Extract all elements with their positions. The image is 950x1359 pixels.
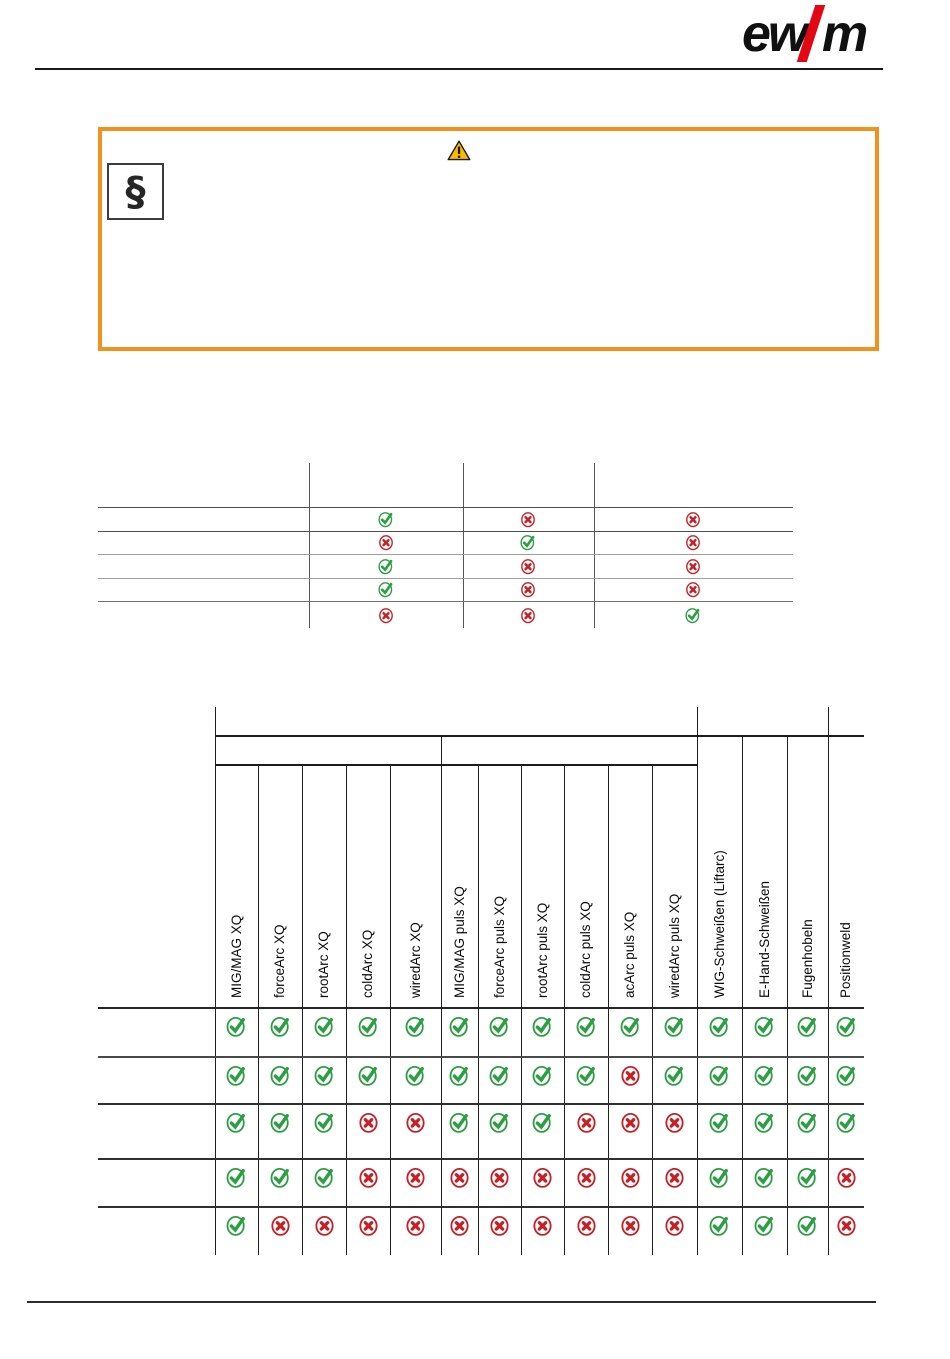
grid-line [98,601,793,602]
check-icon [489,1110,510,1134]
check-icon [664,1014,685,1038]
warning-triangle-icon [447,140,471,161]
check-icon [405,1063,426,1087]
cross-icon [532,1213,553,1237]
check-icon [620,1014,641,1038]
check-icon [797,1063,818,1087]
column-header: MIG/MAG puls XQ [452,886,467,998]
grid-line [98,1007,864,1009]
check-icon [754,1110,775,1134]
exclamation-bar [458,147,460,154]
check-icon [270,1063,291,1087]
check-icon [797,1110,818,1134]
exclamation-dot [458,156,460,158]
logo-text-ew: ew [742,5,806,63]
check-icon [797,1213,818,1237]
check-icon [709,1063,730,1087]
check-icon [754,1014,775,1038]
check-icon [754,1165,775,1189]
check-icon [358,1063,379,1087]
check-icon [797,1014,818,1038]
column-header: WIG-Schweißen (Liftarc) [712,850,727,998]
cross-icon [620,1165,641,1189]
cross-icon [685,580,701,598]
column-header: forceArc puls XQ [492,895,507,998]
check-icon [836,1110,857,1134]
cross-icon [836,1213,857,1237]
column-header: MIG/MAG XQ [229,914,244,998]
check-icon [754,1213,775,1237]
grid-line [98,578,793,579]
grid-line [98,1206,864,1208]
check-icon [797,1165,818,1189]
check-icon [378,510,394,528]
cross-icon [836,1165,857,1189]
check-icon [709,1213,730,1237]
column-header: coldArc XQ [360,929,375,998]
grid-line [309,463,310,628]
check-icon [314,1165,335,1189]
grid-line [594,463,595,628]
ewm-logo [742,4,892,68]
check-icon [358,1014,379,1038]
column-header: rootArc puls XQ [535,902,550,998]
cross-icon [314,1213,335,1237]
check-icon [532,1014,553,1038]
column-header: Fugenhobeln [800,919,815,998]
check-icon [226,1213,247,1237]
column-header: forceArc XQ [272,924,287,998]
cross-icon [685,510,701,528]
column-header: Positionweld [838,922,853,998]
paragraph-symbol-box [107,163,164,220]
check-icon [270,1165,291,1189]
cross-icon [270,1213,291,1237]
header-divider [35,68,883,70]
welding-process-table [98,707,864,1255]
cross-icon [620,1213,641,1237]
check-icon [520,533,536,551]
check-icon [226,1063,247,1087]
check-icon [709,1110,730,1134]
cross-icon [358,1110,379,1134]
cross-icon [576,1110,597,1134]
check-icon [270,1014,291,1038]
check-icon [836,1014,857,1038]
column-header: wiredArc XQ [408,922,423,998]
cross-icon [449,1213,470,1237]
check-icon [709,1165,730,1189]
check-icon [664,1063,685,1087]
check-icon [489,1063,510,1087]
cross-icon [358,1213,379,1237]
cross-icon [532,1165,553,1189]
cross-icon [449,1165,470,1189]
footer-divider [27,1301,876,1303]
check-icon [226,1110,247,1134]
cross-icon [620,1110,641,1134]
check-icon [449,1110,470,1134]
check-icon [378,557,394,575]
column-header: E-Hand-Schweißen [757,880,772,998]
cross-icon [405,1110,426,1134]
cross-icon [685,533,701,551]
check-icon [270,1110,291,1134]
cross-icon [378,533,394,551]
cross-icon [620,1063,641,1087]
grid-line [98,554,793,555]
check-icon [226,1014,247,1038]
check-icon [836,1063,857,1087]
grid-line [98,1056,864,1058]
check-icon [314,1110,335,1134]
cross-icon [685,557,701,575]
cross-icon [664,1110,685,1134]
check-icon [378,580,394,598]
check-icon [532,1110,553,1134]
cross-icon [520,606,536,624]
check-icon [532,1063,553,1087]
check-icon [685,606,701,624]
grid-line [98,531,793,532]
cross-icon [664,1213,685,1237]
check-icon [754,1063,775,1087]
cross-icon [405,1213,426,1237]
check-icon [489,1014,510,1038]
grid-line [215,735,864,737]
cross-icon [489,1165,510,1189]
check-icon [226,1165,247,1189]
check-icon [314,1014,335,1038]
check-icon [449,1014,470,1038]
logo-text-m: m [822,5,866,63]
safety-notice-box [98,127,879,351]
cross-icon [520,510,536,528]
column-header: wiredArc puls XQ [667,893,682,998]
check-icon [405,1014,426,1038]
cross-icon [405,1165,426,1189]
compatibility-table-small [98,463,793,628]
grid-line [98,507,793,508]
paragraph-symbol: § [125,168,146,215]
cross-icon [520,580,536,598]
check-icon [449,1063,470,1087]
check-icon [576,1063,597,1087]
grid-line [463,463,464,628]
check-icon [709,1014,730,1038]
check-icon [314,1063,335,1087]
cross-icon [520,557,536,575]
column-header: coldArc puls XQ [578,901,593,998]
cross-icon [378,606,394,624]
column-header: acArc puls XQ [622,911,637,998]
cross-icon [664,1165,685,1189]
grid-line [98,1158,864,1160]
cross-icon [358,1165,379,1189]
grid-line [98,1103,864,1105]
cross-icon [576,1213,597,1237]
column-header: rootArc XQ [316,931,331,998]
cross-icon [489,1213,510,1237]
cross-icon [576,1165,597,1189]
check-icon [576,1014,597,1038]
